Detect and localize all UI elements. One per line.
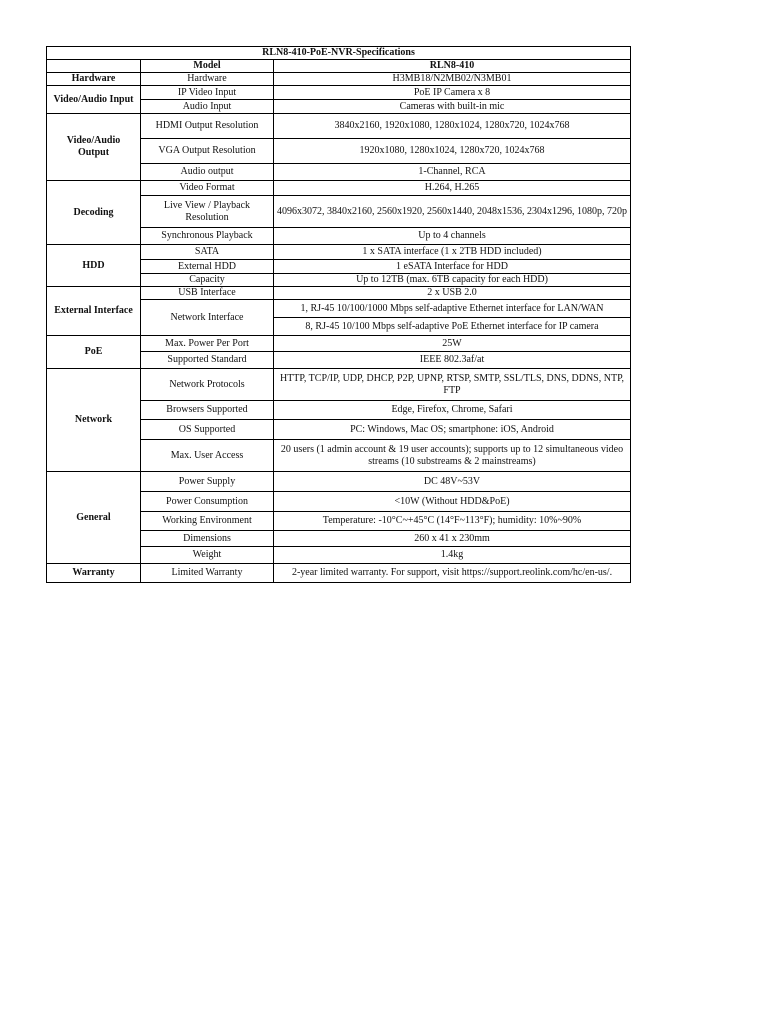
category-cell: External Interface [47, 287, 141, 336]
spec-table-body [47, 47, 631, 583]
table-row [47, 245, 631, 260]
spec-label: Video Format [141, 181, 274, 196]
category-cell: Video/Audio Output [47, 114, 141, 181]
category-cell: Decoding [47, 181, 141, 245]
category-cell: Warranty [47, 564, 141, 583]
spec-value: PoE IP Camera x 8 [274, 86, 631, 100]
spec-value: <10W (Without HDD&PoE) [274, 492, 631, 512]
spec-label: Power Consumption [141, 492, 274, 512]
spec-label: IP Video Input [141, 86, 274, 100]
table-row [47, 287, 631, 300]
spec-value: 1920x1080, 1280x1024, 1280x720, 1024x768 [274, 139, 631, 164]
spec-value: 2 x USB 2.0 [274, 287, 631, 300]
spec-value: DC 48V~53V [274, 472, 631, 492]
header-col1 [47, 60, 141, 73]
category-cell: Video/Audio Input [47, 86, 141, 114]
spec-label: Synchronous Playback [141, 228, 274, 245]
table-row [47, 73, 631, 86]
header-row [47, 60, 631, 73]
table-row [47, 86, 631, 100]
spec-label: Hardware [141, 73, 274, 86]
spec-value: H.264, H.265 [274, 181, 631, 196]
spec-value: Edge, Firefox, Chrome, Safari [274, 401, 631, 420]
spec-value: Up to 4 channels [274, 228, 631, 245]
spec-label: Network Interface [141, 300, 274, 336]
header-model: Model [141, 60, 274, 73]
spec-label: Power Supply [141, 472, 274, 492]
spec-value: 260 x 41 x 230mm [274, 531, 631, 547]
table-row [47, 369, 631, 401]
spec-value: HTTP, TCP/IP, UDP, DHCP, P2P, UPNP, RTSP, SMTP, SSL/TLS, DNS, DDNS, NTP, FTP [274, 369, 631, 401]
spec-value: 1-Channel, RCA [274, 164, 631, 181]
spec-label: OS Supported [141, 420, 274, 440]
category-cell: General [47, 472, 141, 564]
spec-label: Max. Power Per Port [141, 336, 274, 352]
spec-label: Limited Warranty [141, 564, 274, 583]
spec-value: H3MB18/N2MB02/N3MB01 [274, 73, 631, 86]
spec-value: PC: Windows, Mac OS; smartphone: iOS, Android [274, 420, 631, 440]
spec-value: 3840x2160, 1920x1080, 1280x1024, 1280x720, 1024x768 [274, 114, 631, 139]
spec-label: Dimensions [141, 531, 274, 547]
spec-label: USB Interface [141, 287, 274, 300]
spec-label: VGA Output Resolution [141, 139, 274, 164]
spec-value: 25W [274, 336, 631, 352]
category-cell: Network [47, 369, 141, 472]
table-row [47, 564, 631, 583]
spec-value: 4096x3072, 3840x2160, 2560x1920, 2560x1440, 2048x1536, 2304x1296, 1080p, 720p [274, 196, 631, 228]
spec-value: IEEE 802.3af/at [274, 352, 631, 369]
table-title: RLN8-410-PoE-NVR-Specifications [47, 47, 631, 60]
spec-label: Audio output [141, 164, 274, 181]
spec-value: 8, RJ-45 10/100 Mbps self-adaptive PoE Ethernet interface for IP camera [274, 318, 631, 336]
spec-label: Supported Standard [141, 352, 274, 369]
spec-value: 20 users (1 admin account & 19 user accounts); supports up to 12 simultaneous video streams (10 substreams & 2 mainstreams) [274, 440, 631, 472]
spec-value: Up to 12TB (max. 6TB capacity for each HDD) [274, 274, 631, 287]
spec-label: External HDD [141, 260, 274, 274]
spec-label: Max. User Access [141, 440, 274, 472]
table-row [47, 181, 631, 196]
title-row [47, 47, 631, 60]
spec-value: 2-year limited warranty. For support, visit https://support.reolink.com/hc/en-us/. [274, 564, 631, 583]
category-cell: PoE [47, 336, 141, 369]
spec-value: Cameras with built-in mic [274, 100, 631, 114]
spec-value: 1 x SATA interface (1 x 2TB HDD included) [274, 245, 631, 260]
spec-label: Working Environment [141, 512, 274, 531]
spec-value: Temperature: -10°C~+45°C (14°F~113°F); humidity: 10%~90% [274, 512, 631, 531]
table-row [47, 114, 631, 139]
spec-label: Live View / Playback Resolution [141, 196, 274, 228]
category-cell: HDD [47, 245, 141, 287]
spec-label: HDMI Output Resolution [141, 114, 274, 139]
spec-value: 1, RJ-45 10/100/1000 Mbps self-adaptive Ethernet interface for LAN/WAN [274, 300, 631, 318]
spec-label: Capacity [141, 274, 274, 287]
spec-label: Network Protocols [141, 369, 274, 401]
category-cell: Hardware [47, 73, 141, 86]
spec-table [46, 46, 631, 583]
spec-value: 1.4kg [274, 547, 631, 564]
header-model-name: RLN8-410 [274, 60, 631, 73]
table-row [47, 336, 631, 352]
table-row [47, 472, 631, 492]
spec-label: Weight [141, 547, 274, 564]
spec-label: Browsers Supported [141, 401, 274, 420]
spec-label: Audio Input [141, 100, 274, 114]
spec-label: SATA [141, 245, 274, 260]
spec-value: 1 eSATA Interface for HDD [274, 260, 631, 274]
